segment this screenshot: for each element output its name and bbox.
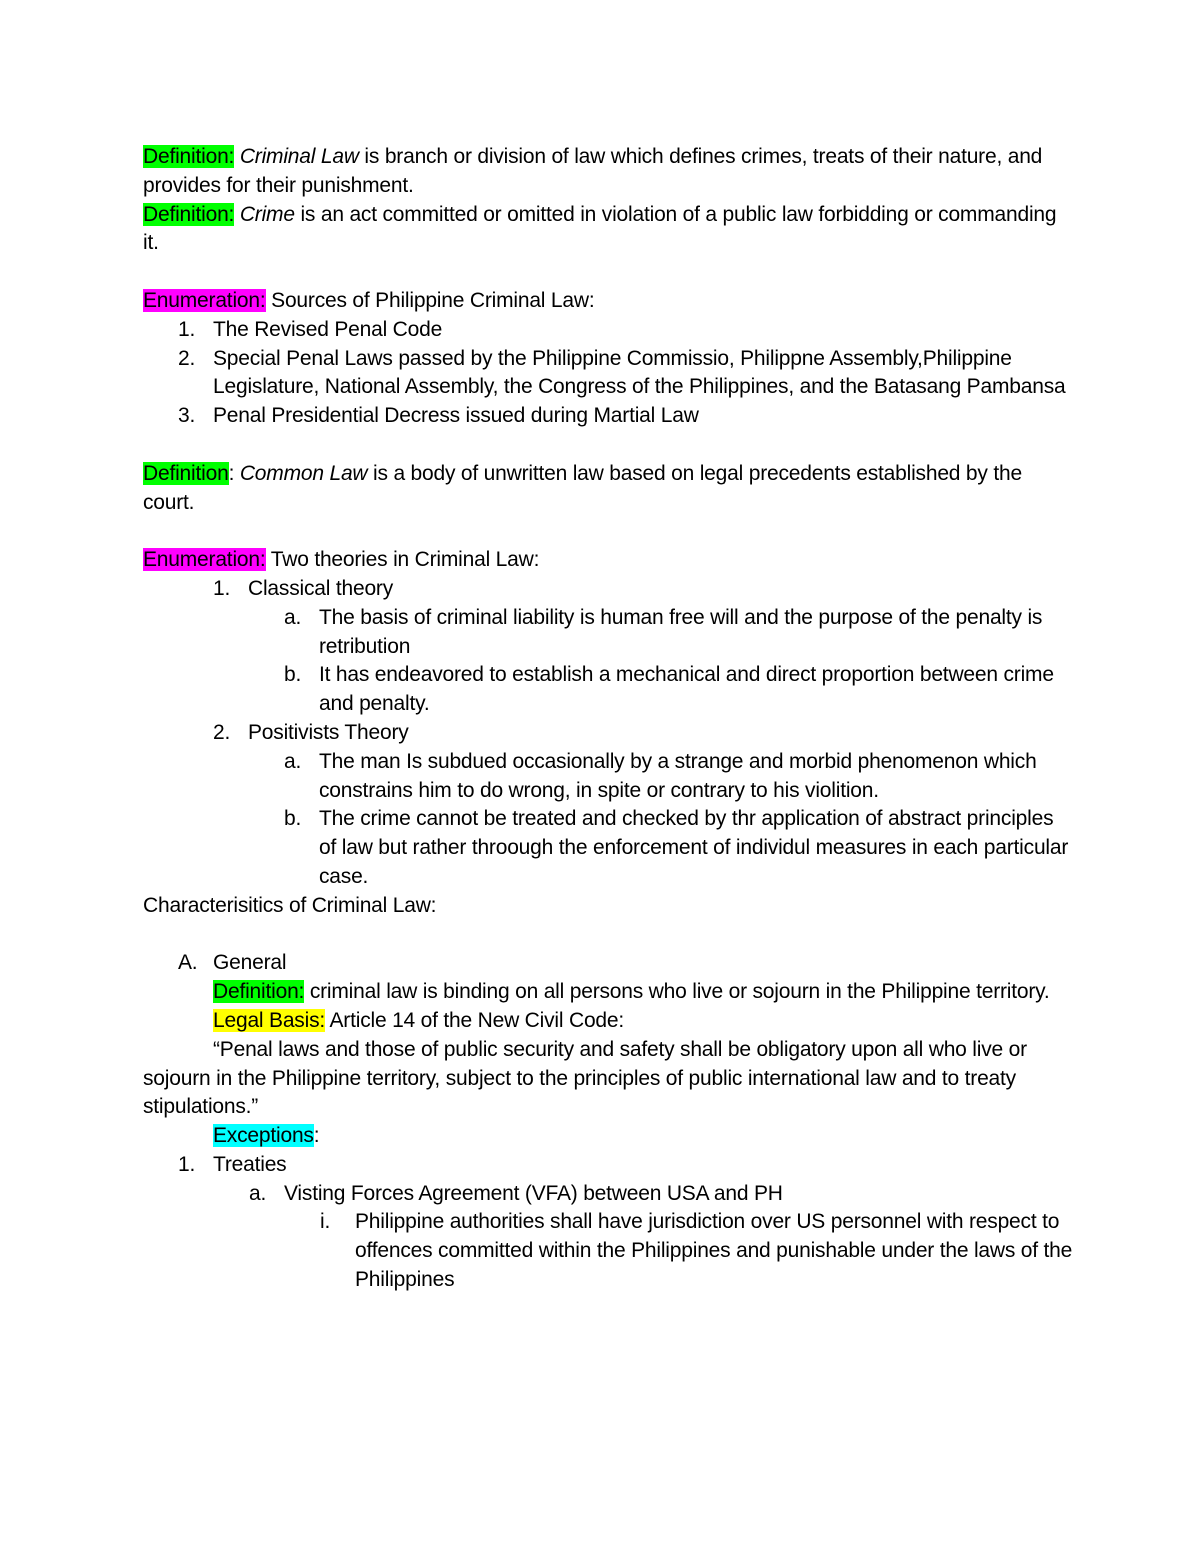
exceptions-heading: [143, 1122, 1073, 1151]
definition-common-law: [143, 460, 1073, 518]
list-text: The Revised Penal Code: [213, 317, 443, 341]
definition-label: Definition: [143, 461, 229, 485]
list-text: The crime cannot be treated and checked by thr application of abstract principles of law but rather throough the enforcement of individul measures in each particular case.: [319, 807, 1069, 888]
common-law-text: is a body of unwritten law based on legal precedents established by the court.: [143, 461, 1022, 514]
common-law-term: Common Law: [239, 461, 368, 485]
criminal-law-text: is branch or division of law which defines crimes, treats of their nature, and provides for their punishment.: [143, 145, 1043, 197]
colon: :: [228, 461, 240, 485]
list-number: 1.: [178, 1152, 196, 1176]
crime-term: Crime: [239, 202, 295, 226]
definition-label: Definition:: [213, 980, 305, 1004]
list-number: 3.: [178, 404, 196, 428]
list-text: Philippine authorities shall have jurisdiction over US personnel with respect to offences committed within the Philippines and punishable under the laws of the Philippines: [355, 1210, 1073, 1292]
enumeration-label: Enumeration:: [143, 288, 266, 312]
definition-label: Definition:: [143, 145, 235, 168]
list-number: 2.: [178, 346, 196, 370]
sub-sub-list-item: [143, 1208, 1073, 1294]
list-number: 2.: [213, 720, 231, 744]
list-number: 1.: [178, 317, 196, 341]
list-letter: b.: [284, 663, 302, 687]
list-text: Special Penal Laws passed by the Philippine Commissio, Philippne Assembly,Philippine Legislature, National Assembly, the Congress of the Philippines, and the Batasang Pambansa: [213, 346, 1066, 399]
list-letter: a.: [284, 749, 302, 773]
list-text: General: [213, 951, 287, 975]
definition-criminal-law: [143, 143, 1073, 201]
legal-basis-quote: “Penal laws and those of public security and safety shall be obligatory upon all who live or sojourn in the Philippine territory, subject to the principles of public international law and to treaty stipulations.”: [143, 1037, 1027, 1119]
legal-basis: [143, 1007, 1073, 1036]
list-item: [143, 345, 1073, 403]
list-letter: A.: [178, 951, 198, 975]
exceptions-label: Exceptions: [213, 1124, 314, 1148]
document-body: [143, 143, 1073, 1295]
list-number: 1.: [213, 576, 231, 600]
characteristics-title: Characterisitics of Criminal Law:: [143, 893, 437, 917]
list-item: [143, 719, 1073, 748]
enumeration-label: Enumeration:: [143, 548, 266, 572]
general-definition: [143, 978, 1073, 1007]
list-letter: a.: [249, 1181, 267, 1205]
list-item: [143, 1151, 1073, 1180]
list-text: Penal Presidential Decress issued during Martial Law: [213, 404, 699, 428]
list-text: The man Is subdued occasionally by a strange and morbid phenomenon which constrains him to do wrong, in spite or contrary to his violition.: [319, 749, 1037, 802]
legal-basis-text: Article 14 of the New Civil Code:: [325, 1008, 625, 1032]
list-item: [143, 402, 1073, 431]
list-item: [143, 575, 1073, 604]
sub-list-item: [143, 1180, 1073, 1209]
sub-list-item: [143, 805, 1073, 891]
general-heading: [143, 949, 1073, 978]
list-text: The basis of criminal liability is human free will and the purpose of the penalty is retribution: [319, 605, 1043, 658]
theories-heading: [143, 546, 1073, 575]
sub-list-item: [143, 661, 1073, 719]
list-text: Treaties: [213, 1152, 287, 1176]
sources-heading: [143, 287, 1073, 316]
list-text: Classical theory: [248, 576, 394, 600]
colon: :: [313, 1124, 320, 1148]
list-text: Visting Forces Agreement (VFA) between USA and PH: [284, 1181, 783, 1205]
criminal-law-term: Criminal Law: [239, 145, 359, 168]
crime-text: is an act committed or omitted in violation of a public law forbidding or commanding it.: [143, 202, 1057, 255]
list-roman: i.: [320, 1210, 331, 1234]
sub-list-item: [143, 748, 1073, 806]
list-letter: a.: [284, 605, 302, 629]
theories-title: Two theories in Criminal Law:: [265, 548, 540, 572]
definition-label: Definition:: [143, 202, 235, 226]
list-item: [143, 316, 1073, 345]
general-definition-text: criminal law is binding on all persons who live or sojourn in the Philippine territory.: [304, 980, 1050, 1004]
legal-basis-label: Legal Basis:: [213, 1008, 326, 1032]
list-text: Positivists Theory: [248, 720, 409, 744]
definition-crime: [143, 201, 1073, 259]
list-text: It has endeavored to establish a mechanical and direct proportion between crime and penalty.: [319, 663, 1054, 716]
list-letter: b.: [284, 807, 302, 831]
sources-title: Sources of Philippine Criminal Law:: [265, 288, 595, 312]
sub-list-item: [143, 604, 1073, 662]
